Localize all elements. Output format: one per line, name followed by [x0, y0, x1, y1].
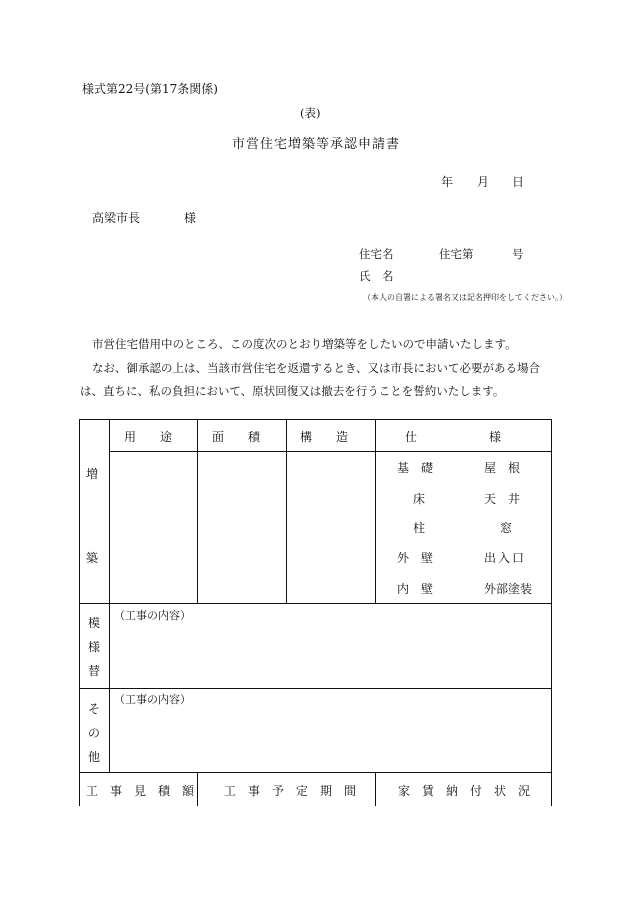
signature-note: （本人の自署による署名又は記名押印をしてください。） [363, 293, 567, 302]
footer-period: 工 事 予 定 期 間 [224, 784, 357, 798]
table-border-left [79, 419, 80, 806]
form-title: 市営住宅増築等承認申請書 [232, 137, 401, 152]
side-label: (表) [300, 106, 321, 120]
spec-foundation: 基 礎 [397, 461, 434, 475]
spec-exterior-paint: 外部塗装 [484, 582, 533, 596]
spec-entrance: 出入口 [484, 551, 527, 565]
spec-window: 窓 [500, 521, 513, 535]
remodel-label-char: 様 [88, 640, 101, 654]
date-month: 月 [477, 175, 490, 189]
table-col-divider [375, 772, 376, 806]
housing-name-label: 住宅名 [359, 247, 394, 261]
other-label-char: 他 [88, 750, 101, 764]
table-col-divider [197, 419, 198, 603]
housing-number-suffix: 号 [512, 247, 524, 261]
remodel-label-char: 模 [88, 616, 101, 630]
body-paragraph-3: は、直ちに、私の負担において、原状回復又は撤去を行うことを誓約いたします。 [80, 384, 505, 398]
extension-label-char: 増 [86, 467, 99, 481]
spec-pillar: 柱 [413, 521, 426, 535]
other-content-label: （工事の内容） [114, 693, 191, 706]
table-col-divider [286, 419, 287, 603]
table-border-top [79, 419, 551, 420]
addressee-name: 高梁市長 [92, 211, 141, 225]
body-paragraph-1: 市営住宅借用中のところ、この度次のとおり増築等をしたいので申請いたします。 [92, 337, 517, 351]
table-col-divider [109, 419, 110, 772]
spec-interior-wall: 内 壁 [397, 582, 434, 596]
other-label-char: の [88, 726, 101, 740]
table-row-divider [79, 688, 551, 689]
form-number: 様式第22号(第17条関係) [82, 82, 218, 96]
header-use: 用 途 [124, 430, 173, 444]
other-label-char: そ [88, 702, 101, 716]
header-structure: 構 造 [300, 430, 349, 444]
table-col-divider [197, 772, 198, 806]
housing-number-label: 住宅第 [439, 247, 474, 261]
header-area: 面 積 [212, 430, 261, 444]
spec-exterior-wall: 外 壁 [397, 551, 434, 565]
remodel-label-char: 替 [88, 664, 101, 678]
spec-ceiling: 天 井 [484, 492, 521, 506]
addressee-honorific: 様 [184, 211, 197, 225]
applicant-name-label: 氏 名 [359, 269, 394, 283]
remodel-content-label: （工事の内容） [114, 609, 191, 622]
spec-roof: 屋 根 [484, 461, 521, 475]
footer-estimate: 工 事 見 積 額 [86, 784, 195, 798]
table-header-divider [109, 451, 551, 452]
table-col-divider [375, 419, 376, 603]
body-paragraph-2: なお、御承認の上は、当該市営住宅を返還するとき、又は市長において必要がある場合 [92, 361, 541, 375]
header-specification: 仕 様 [405, 430, 502, 444]
table-row-divider [79, 603, 551, 604]
extension-label-char: 築 [86, 551, 99, 565]
table-row-divider [79, 772, 551, 773]
table-border-right [551, 419, 552, 806]
date-day: 日 [512, 175, 525, 189]
spec-floor: 床 [413, 492, 426, 506]
date-year: 年 [441, 175, 454, 189]
footer-rent-status: 家 賃 納 付 状 況 [398, 784, 531, 798]
